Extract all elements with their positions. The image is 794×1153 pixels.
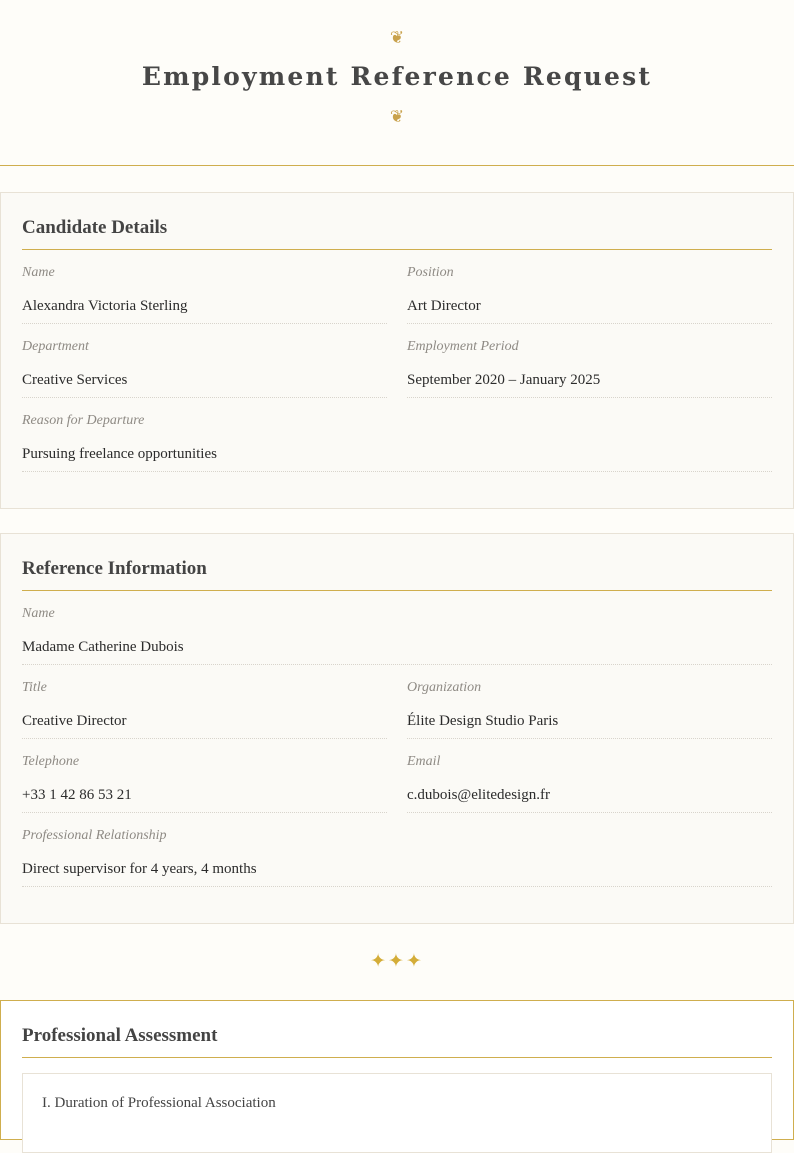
field-label: Professional Relationship (22, 828, 167, 843)
field-value: Creative Services (22, 372, 128, 388)
assessment-card-duration (22, 1073, 772, 1153)
assessment-card-title: I. Duration of Professional Association (42, 1095, 276, 1111)
field-label: Name (22, 606, 55, 621)
star-divider-icon: ✦✦✦ (370, 950, 424, 972)
field-value: Alexandra Victoria Sterling (22, 298, 188, 314)
field-label: Title (22, 680, 47, 695)
floral-heart-icon: ❦ (389, 28, 405, 48)
candidate-reason-field (22, 398, 772, 472)
section-title: Candidate Details (22, 193, 772, 250)
reference-organization-field (407, 665, 772, 739)
reference-name-field (22, 591, 772, 665)
candidate-fields (22, 250, 772, 472)
candidate-department-field (22, 324, 387, 398)
field-value: Élite Design Studio Paris (407, 713, 559, 729)
field-label: Position (407, 265, 454, 280)
professional-assessment-section (0, 1000, 794, 1140)
field-label: Name (22, 265, 55, 280)
reference-information-section (0, 533, 794, 924)
section-title: Professional Assessment (22, 1001, 772, 1058)
field-value: c.dubois@elitedesign.fr (407, 787, 550, 803)
field-value: September 2020 – January 2025 (407, 372, 601, 388)
candidate-name-field (22, 250, 387, 324)
reference-title-field (22, 665, 387, 739)
reference-fields (22, 591, 772, 887)
field-label: Organization (407, 680, 482, 695)
reference-telephone-field (22, 739, 387, 813)
field-label: Telephone (22, 754, 80, 769)
reference-relationship-field (22, 813, 772, 887)
section-title: Reference Information (22, 534, 772, 591)
field-value: Art Director (407, 298, 481, 314)
page-header (0, 0, 794, 166)
reference-email-field (407, 739, 772, 813)
candidate-position-field (407, 250, 772, 324)
field-value: Creative Director (22, 713, 127, 729)
field-label: Department (22, 339, 89, 354)
field-value: Madame Catherine Dubois (22, 639, 184, 655)
field-label: Email (407, 754, 441, 769)
field-value: +33 1 42 86 53 21 (22, 787, 132, 803)
floral-heart-icon: ❦ (389, 107, 405, 127)
page-title: Employment Reference Request (141, 62, 653, 91)
candidate-period-field (407, 324, 772, 398)
field-value: Direct supervisor for 4 years, 4 months (22, 861, 257, 877)
candidate-details-section (0, 192, 794, 509)
field-value: Pursuing freelance opportunities (22, 446, 217, 462)
field-label: Employment Period (407, 339, 519, 354)
field-label: Reason for Departure (22, 413, 145, 428)
